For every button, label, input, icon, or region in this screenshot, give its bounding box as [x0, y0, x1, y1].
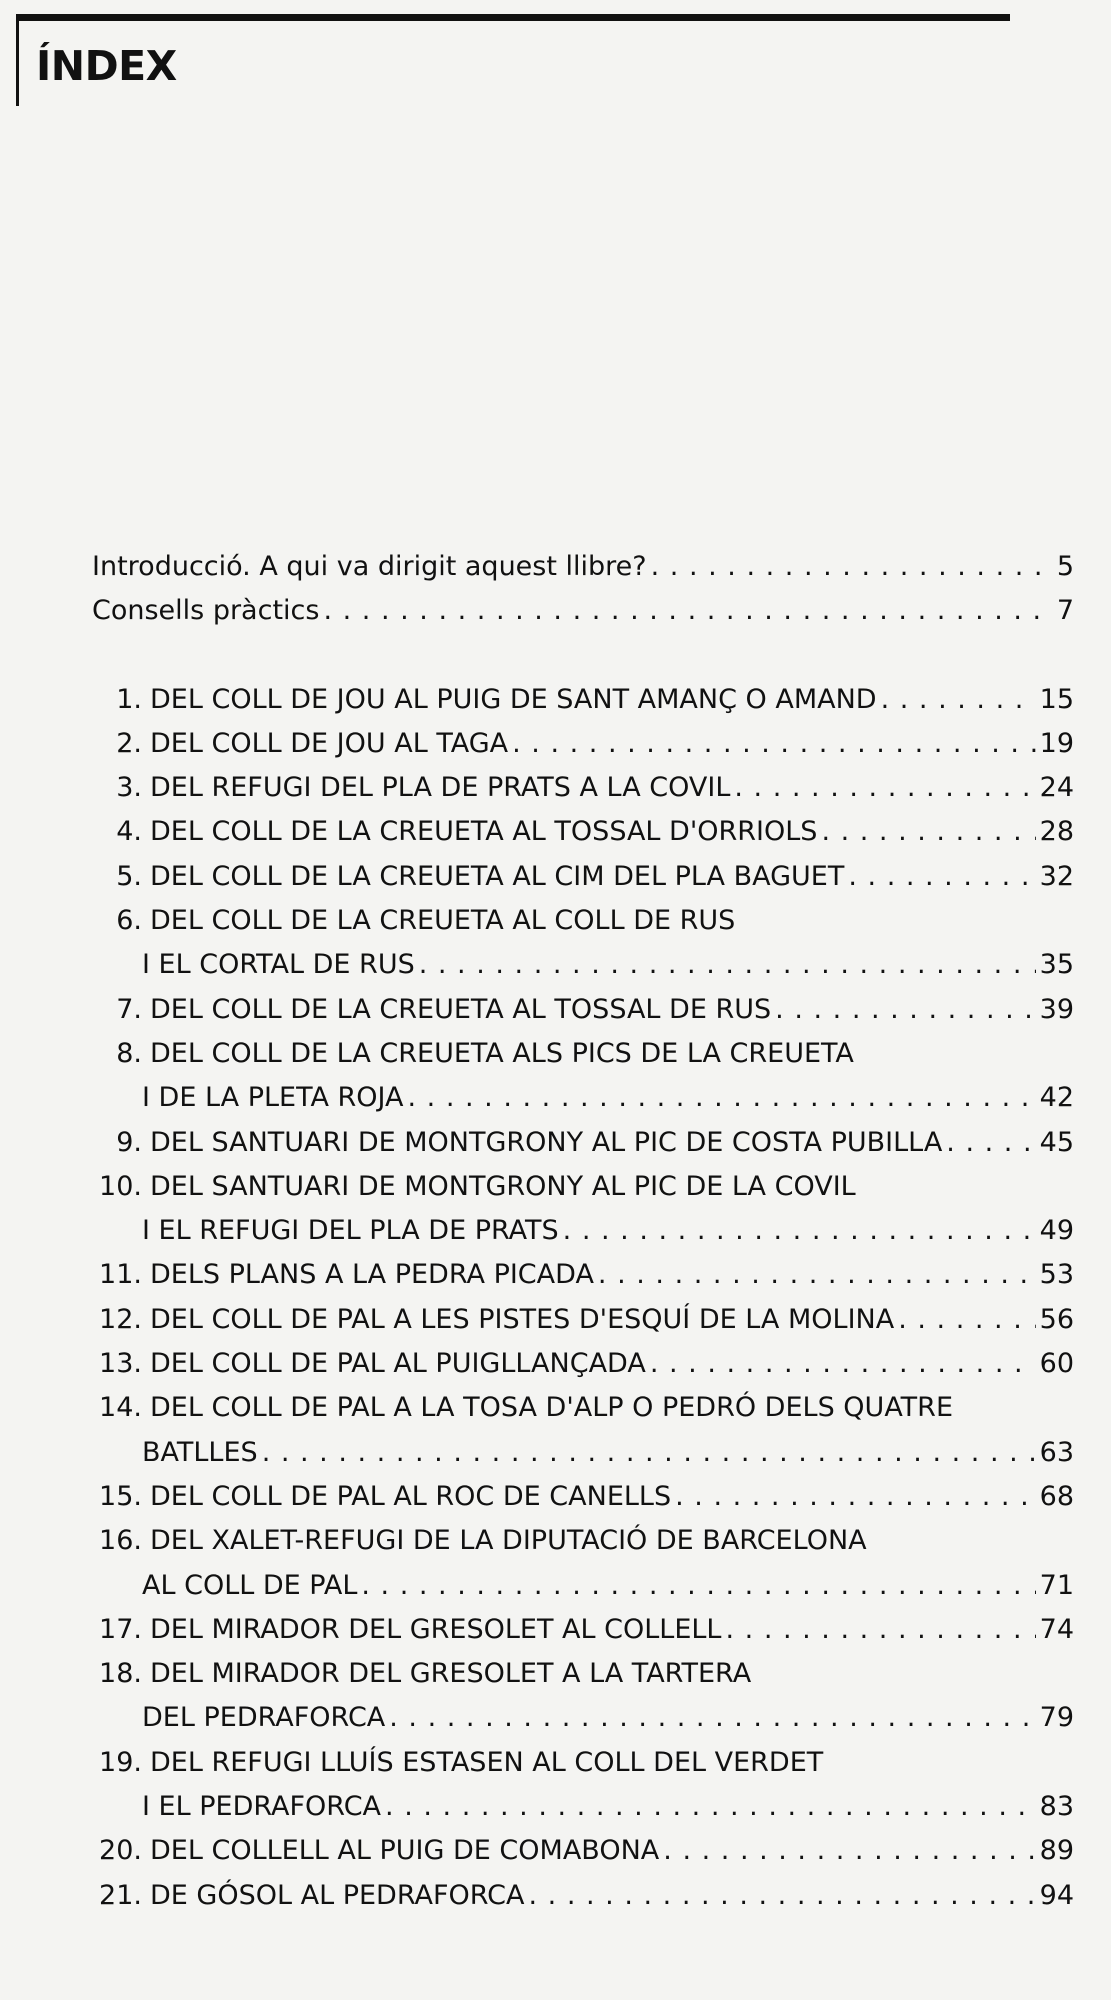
- toc-row: [92, 855, 1074, 899]
- toc-page-number: 68: [1039, 1480, 1074, 1512]
- route-title-continuation: I EL PEDRAFORCA: [142, 1791, 382, 1823]
- toc-page-number: 35: [1039, 949, 1074, 981]
- toc-page-number: 19: [1039, 727, 1074, 759]
- route-title: DEL COLL DE LA CREUETA AL CIM DEL PLA BAGUET: [150, 860, 845, 892]
- toc-row: [92, 1652, 1074, 1696]
- toc-entry: [92, 810, 1074, 854]
- dot-leader: [898, 1298, 1035, 1342]
- dot-leader: [821, 810, 1035, 854]
- toc-entry: [92, 1032, 1074, 1121]
- toc-row: [92, 1564, 1074, 1608]
- route-number: 2.: [116, 727, 142, 759]
- toc-page-number: 94: [1039, 1879, 1074, 1911]
- route-title: DEL COLL DE LA CREUETA AL TOSSAL D'ORRIOLS: [150, 816, 818, 848]
- route-title-continuation: I EL REFUGI DEL PLA DE PRATS: [142, 1215, 559, 1247]
- toc-row: [92, 1741, 1074, 1785]
- toc-row: [92, 1785, 1074, 1829]
- toc-entry: [92, 545, 1074, 589]
- route-title: DEL COLL DE PAL AL PUIGLLANÇADA: [150, 1348, 646, 1380]
- route-title-continuation: I EL CORTAL DE RUS: [142, 949, 415, 981]
- route-number: 11.: [99, 1259, 142, 1291]
- left-rule: [16, 14, 19, 106]
- toc-entry: [92, 1741, 1074, 1830]
- route-number: 17.: [99, 1613, 142, 1645]
- toc-row: [92, 589, 1074, 633]
- toc-entry: [92, 1829, 1074, 1873]
- toc-page-number: 63: [1039, 1436, 1074, 1468]
- toc-row: [92, 943, 1074, 987]
- route-title: DEL MIRADOR DEL GRESOLET AL COLLELL: [150, 1613, 722, 1645]
- toc-page-number: 74: [1039, 1613, 1074, 1645]
- toc-page-number: 24: [1039, 772, 1074, 804]
- toc-entry: [92, 1608, 1074, 1652]
- toc-row: [92, 1386, 1074, 1430]
- toc-entry: [92, 722, 1074, 766]
- route-title: DEL SANTUARI DE MONTGRONY AL PIC DE LA COVIL: [150, 1170, 856, 1202]
- toc-entry: [92, 1652, 1074, 1741]
- dot-leader: [725, 1608, 1035, 1652]
- toc-entry: [92, 678, 1074, 722]
- route-number: 4.: [116, 816, 142, 848]
- route-number: 9.: [116, 1126, 142, 1158]
- toc-page-number: 7: [1056, 595, 1074, 627]
- route-number: 21.: [99, 1879, 142, 1911]
- toc-row: [92, 1475, 1074, 1519]
- dot-leader: [563, 1209, 1036, 1253]
- section-gap: [92, 634, 1074, 678]
- dot-leader: [775, 988, 1035, 1032]
- toc-entry: [92, 1253, 1074, 1297]
- toc-row: [92, 810, 1074, 854]
- table-of-contents: [92, 545, 1074, 1918]
- toc-page-number: 15: [1039, 683, 1074, 715]
- dot-leader: [419, 943, 1036, 987]
- route-number: 6.: [116, 905, 142, 937]
- route-number: 10.: [99, 1170, 142, 1202]
- dot-leader: [323, 589, 1052, 633]
- route-list: [92, 678, 1074, 1918]
- toc-page-number: 89: [1039, 1835, 1074, 1867]
- toc-row: [92, 1696, 1074, 1740]
- route-title-continuation: DEL PEDRAFORCA: [142, 1702, 386, 1734]
- toc-page-number: 39: [1039, 993, 1074, 1025]
- toc-entry: [92, 1874, 1074, 1918]
- toc-page-number: 5: [1056, 551, 1074, 582]
- toc-page-number: 53: [1039, 1259, 1074, 1291]
- route-title: DEL COLL DE PAL AL ROC DE CANELLS: [150, 1480, 672, 1512]
- toc-page-number: 28: [1039, 816, 1074, 848]
- route-title: DEL COLLELL AL PUIG DE COMABONA: [150, 1835, 660, 1867]
- route-title: DEL COLL DE PAL A LES PISTES D'ESQUÍ DE LA MOLINA: [150, 1303, 895, 1335]
- route-number: 1.: [116, 683, 142, 715]
- toc-entry-title: Introducció. A qui va dirigit aquest llibre?: [92, 551, 647, 582]
- toc-page-number: 83: [1039, 1791, 1074, 1823]
- toc-row: [92, 899, 1074, 943]
- route-number: 14.: [99, 1392, 142, 1424]
- intro-list: [92, 545, 1074, 634]
- toc-row: [92, 1121, 1074, 1165]
- dot-leader: [361, 1564, 1035, 1608]
- toc-row: [92, 988, 1074, 1032]
- toc-entry: [92, 589, 1074, 633]
- toc-row: [92, 1519, 1074, 1563]
- toc-entry: [92, 899, 1074, 988]
- dot-leader: [848, 855, 1035, 899]
- dot-leader: [651, 545, 1053, 589]
- toc-row: [92, 1209, 1074, 1253]
- dot-leader: [675, 1475, 1036, 1519]
- route-title-continuation: AL COLL DE PAL: [142, 1569, 358, 1601]
- toc-entry: [92, 766, 1074, 810]
- route-title: DEL COLL DE LA CREUETA ALS PICS DE LA CREUETA: [150, 1037, 854, 1069]
- toc-row: [92, 1431, 1074, 1475]
- route-number: 8.: [116, 1037, 142, 1069]
- toc-row: [92, 1165, 1074, 1209]
- route-title: DELS PLANS A LA PEDRA PICADA: [150, 1259, 594, 1291]
- dot-leader: [529, 1874, 1036, 1918]
- route-number: 7.: [116, 993, 142, 1025]
- route-number: 5.: [116, 860, 142, 892]
- route-title: DEL COLL DE JOU AL TAGA: [150, 727, 509, 759]
- route-title: DEL REFUGI LLUÍS ESTASEN AL COLL DEL VERDET: [150, 1746, 824, 1778]
- route-number: 16.: [99, 1525, 142, 1557]
- toc-row: [92, 1342, 1074, 1386]
- route-title: DEL REFUGI DEL PLA DE PRATS A LA COVIL: [150, 772, 731, 804]
- toc-row: [92, 722, 1074, 766]
- toc-entry: [92, 1165, 1074, 1254]
- toc-row: [92, 766, 1074, 810]
- dot-leader: [389, 1696, 1035, 1740]
- dot-leader: [598, 1253, 1036, 1297]
- toc-entry: [92, 1342, 1074, 1386]
- toc-row: [92, 1253, 1074, 1297]
- toc-entry: [92, 988, 1074, 1032]
- toc-page-number: 42: [1039, 1082, 1074, 1114]
- toc-page-number: 71: [1039, 1569, 1074, 1601]
- route-number: 13.: [99, 1348, 142, 1380]
- dot-leader: [650, 1342, 1036, 1386]
- toc-entry: [92, 1475, 1074, 1519]
- dot-leader: [262, 1431, 1036, 1475]
- route-title-continuation: I DE LA PLETA ROJA: [142, 1082, 404, 1114]
- toc-page-number: 45: [1039, 1126, 1074, 1158]
- toc-row: [92, 1076, 1074, 1120]
- route-title: DEL COLL DE PAL A LA TOSA D'ALP O PEDRÓ DELS QUATRE: [150, 1392, 953, 1424]
- route-number: 18.: [99, 1658, 142, 1690]
- dot-leader: [408, 1076, 1036, 1120]
- toc-row: [92, 1298, 1074, 1342]
- toc-entry-title: Consells pràctics: [92, 595, 320, 627]
- toc-page-number: 56: [1039, 1303, 1074, 1335]
- toc-row: [92, 1829, 1074, 1873]
- toc-entry: [92, 1519, 1074, 1608]
- toc-row: [92, 678, 1074, 722]
- route-title: DEL COLL DE LA CREUETA AL COLL DE RUS: [150, 905, 736, 937]
- toc-entry: [92, 1121, 1074, 1165]
- top-rule: [18, 14, 1010, 21]
- toc-row: [92, 1608, 1074, 1652]
- dot-leader: [663, 1829, 1035, 1873]
- route-title: DE GÓSOL AL PEDRAFORCA: [150, 1879, 525, 1911]
- route-number: 12.: [99, 1303, 142, 1335]
- route-title: DEL MIRADOR DEL GRESOLET A LA TARTERA: [150, 1658, 752, 1690]
- toc-page-number: 32: [1039, 860, 1074, 892]
- toc-page-number: 60: [1039, 1348, 1074, 1380]
- route-title: DEL SANTUARI DE MONTGRONY AL PIC DE COSTA PUBILLA: [150, 1126, 943, 1158]
- toc-page-number: 79: [1039, 1702, 1074, 1734]
- dot-leader: [881, 678, 1036, 722]
- toc-entry: [92, 1298, 1074, 1342]
- page-title: ÍNDEX: [36, 42, 177, 90]
- route-number: 20.: [99, 1835, 142, 1867]
- dot-leader: [385, 1785, 1036, 1829]
- route-title-continuation: BATLLES: [142, 1436, 258, 1468]
- toc-entry: [92, 1386, 1074, 1475]
- route-title: DEL COLL DE LA CREUETA AL TOSSAL DE RUS: [150, 993, 772, 1025]
- toc-page-number: 49: [1039, 1215, 1074, 1247]
- dot-leader: [734, 766, 1035, 810]
- dot-leader: [946, 1121, 1035, 1165]
- route-title: DEL XALET-REFUGI DE LA DIPUTACIÓ DE BARCELONA: [150, 1525, 867, 1557]
- dot-leader: [512, 722, 1036, 766]
- route-number: 15.: [99, 1480, 142, 1512]
- route-number: 19.: [99, 1746, 142, 1778]
- route-number: 3.: [116, 772, 142, 804]
- toc-row: [92, 1032, 1074, 1076]
- toc-entry: [92, 855, 1074, 899]
- toc-row: [92, 1874, 1074, 1918]
- route-title: DEL COLL DE JOU AL PUIG DE SANT AMANÇ O AMAND: [150, 683, 877, 715]
- toc-row: [92, 545, 1074, 589]
